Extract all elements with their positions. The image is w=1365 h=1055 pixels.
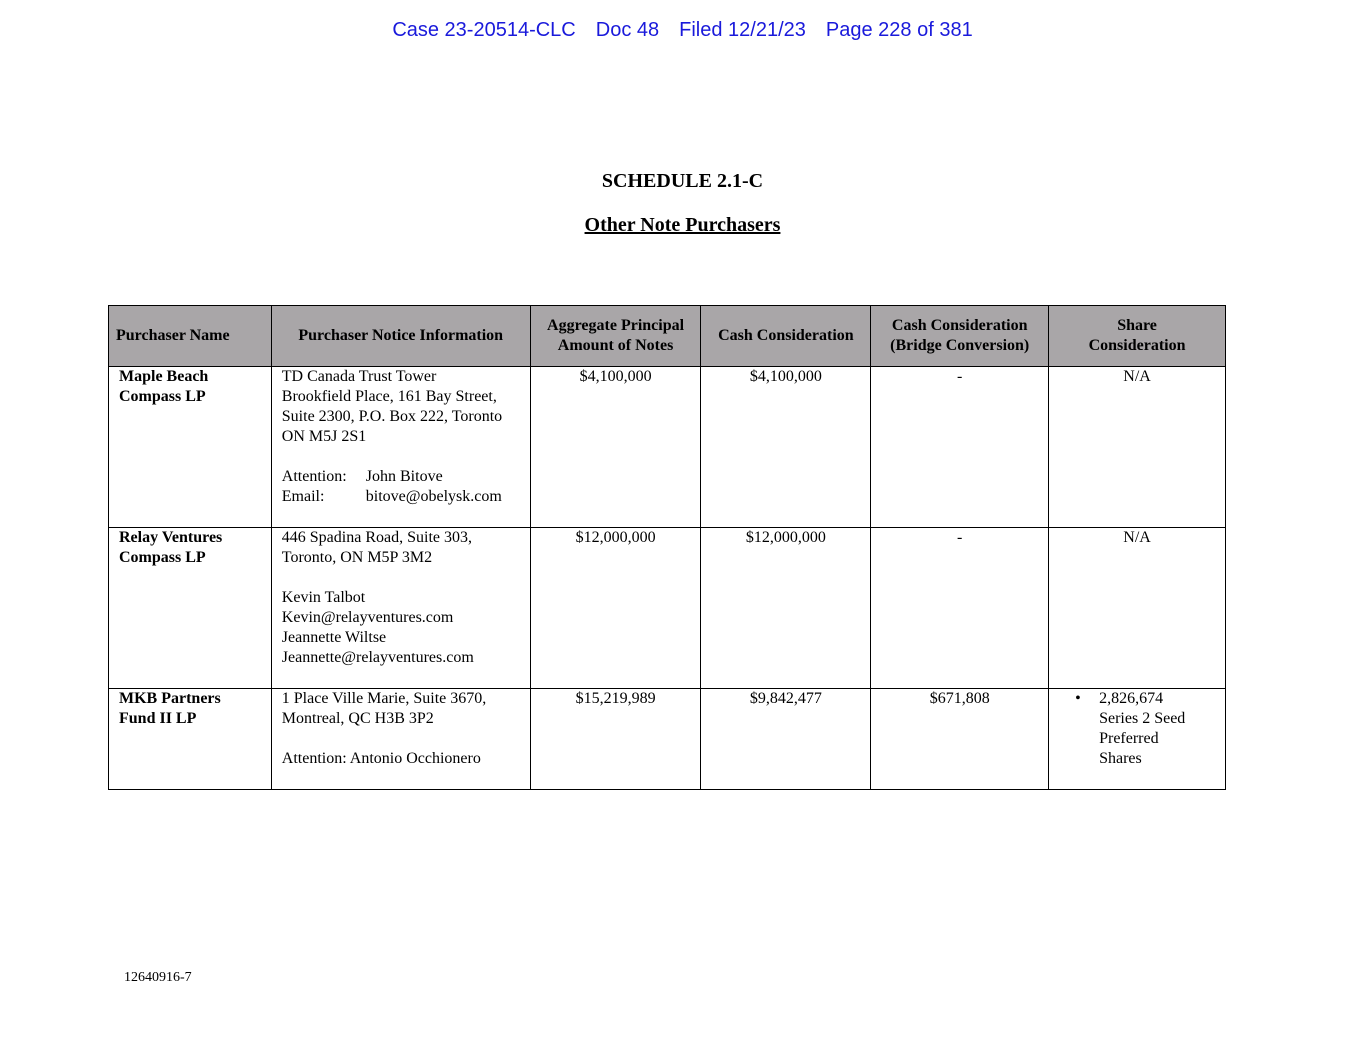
aggregate-principal: $12,000,000 (530, 528, 701, 689)
table-header-row (109, 306, 1226, 367)
header-aggregate-principal: Aggregate Principal Amount of Notes (530, 306, 701, 367)
table-row (109, 689, 1226, 790)
header-purchaser-name: Purchaser Name (109, 306, 272, 367)
purchaser-name: MKB Partners Fund II LP (109, 689, 272, 790)
bridge-conversion: $671,808 (871, 689, 1049, 790)
header-share-consideration: Share Consideration (1049, 306, 1226, 367)
aggregate-principal: $4,100,000 (530, 367, 701, 528)
share-consideration (1049, 689, 1226, 790)
header-bridge-conversion: Cash Consideration (Bridge Conversion) (871, 306, 1049, 367)
share-list (1059, 689, 1215, 769)
table-row (109, 528, 1226, 689)
aggregate-principal: $15,219,989 (530, 689, 701, 790)
case-number: Case 23-20514-CLC (392, 19, 576, 41)
purchaser-name: Relay Ventures Compass LP (109, 528, 272, 689)
header-cash-consideration: Cash Consideration (701, 306, 871, 367)
doc-number: Doc 48 (595, 19, 660, 41)
header-notice-information: Purchaser Notice Information (271, 306, 530, 367)
court-filing-header (0, 19, 1365, 42)
bridge-conversion: - (871, 528, 1049, 689)
schedule-subtitle: Other Note Purchasers (584, 214, 781, 236)
list-item: • 2,826,674 Series 2 Seed Preferred Shares (1075, 690, 1186, 767)
share-consideration: N/A (1049, 528, 1226, 689)
document-id: 12640916-7 (124, 970, 192, 985)
cash-consideration: $4,100,000 (701, 367, 871, 528)
bridge-conversion: - (871, 367, 1049, 528)
purchasers-table (108, 305, 1226, 790)
cash-consideration: $12,000,000 (701, 528, 871, 689)
notice-information: 446 Spadina Road, Suite 303, Toronto, ON M5P 3M2 Kevin Talbot Kevin@relayventures.com Jeannette Wiltse Jeannette@relayventures.com (271, 528, 530, 689)
cash-consideration: $9,842,477 (701, 689, 871, 790)
share-consideration: N/A (1049, 367, 1226, 528)
purchaser-name: Maple Beach Compass LP (109, 367, 272, 528)
notice-information: 1 Place Ville Marie, Suite 3670, Montreal, QC H3B 3P2 Attention: Antonio Occhionero (271, 689, 530, 790)
bullet-icon: • (1075, 690, 1081, 707)
schedule-title: SCHEDULE 2.1-C (601, 170, 764, 192)
table-row (109, 367, 1226, 528)
notice-information: TD Canada Trust Tower Brookfield Place, 161 Bay Street, Suite 2300, P.O. Box 222, Toronto ON M5J 2S1 Attention: John Bitove Email: bitove@obelysk.com (271, 367, 530, 528)
page-number: Page 228 of 381 (825, 19, 973, 41)
filed-date: Filed 12/21/23 (679, 19, 806, 41)
